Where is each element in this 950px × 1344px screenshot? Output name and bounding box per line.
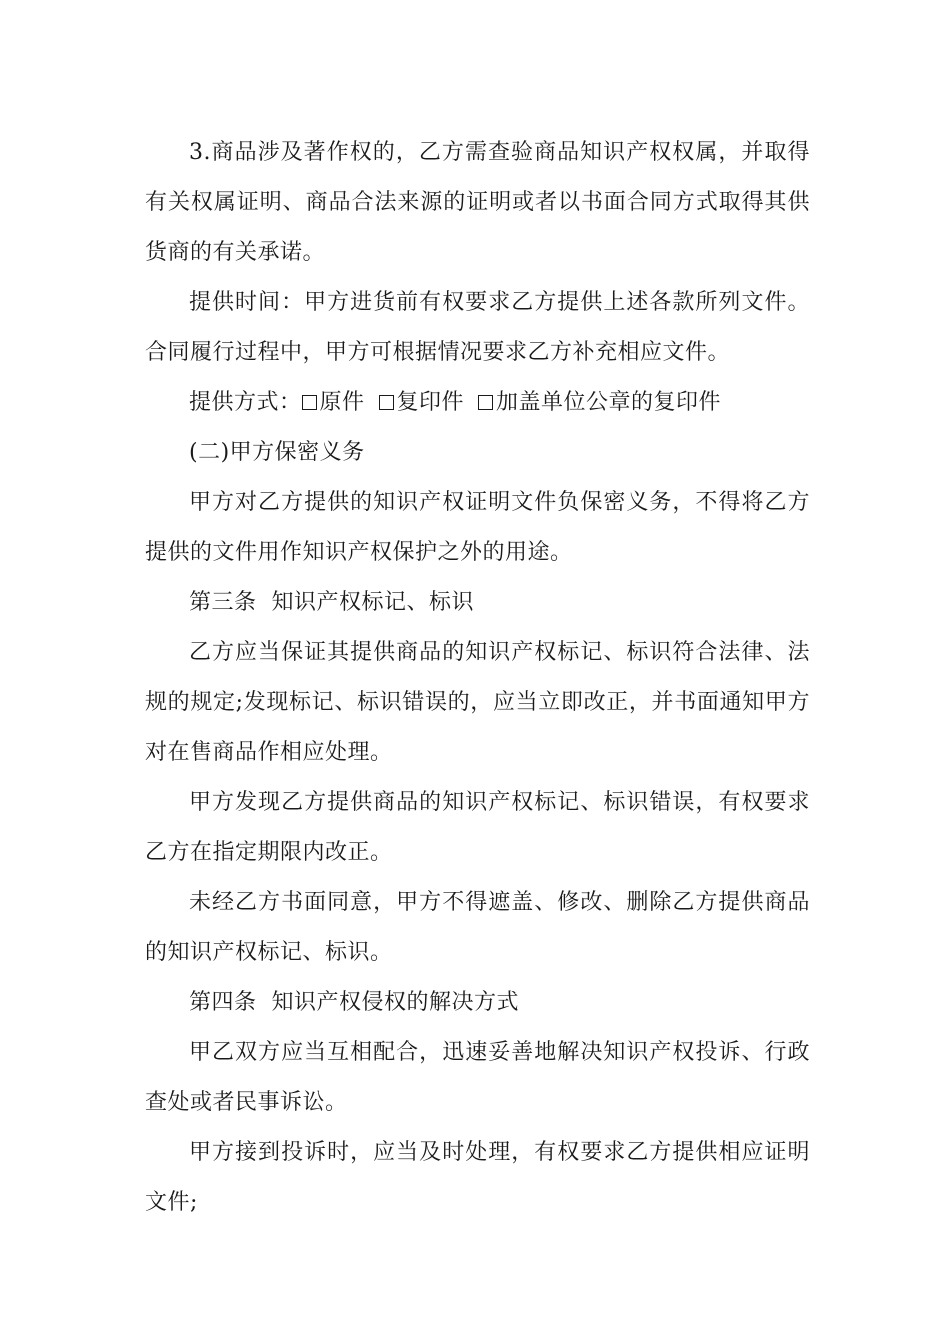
paragraph-copyright-verification: 3.商品涉及著作权的，乙方需查验商品知识产权权属，并取得有关权属证明、商品合法来源的证明或者以书面合同方式取得其供货商的有关承诺。 — [145, 140, 810, 265]
section-heading-confidentiality: (二)甲方保密义务 — [189, 440, 365, 465]
checkbox-stamped-copy[interactable] — [478, 395, 493, 410]
paragraph-cooperation: 甲乙双方应当互相配合，迅速妥善地解决知识产权投诉、行政查处或者民事诉讼。 — [145, 1040, 810, 1115]
provide-method-line — [145, 378, 810, 428]
paragraph-marking-obligation: 乙方应当保证其提供商品的知识产权标记、标识符合法律、法规的规定;发现标记、标识错误的，应当立即改正，并书面通知甲方对在售商品作相应处理。 — [145, 640, 810, 765]
article-heading-3: 第三条 知识产权标记、标识 — [189, 590, 474, 615]
option-original-label: 原件 — [319, 390, 365, 415]
provide-method-label: 提供方式： — [189, 390, 302, 415]
option-stamped-copy-label: 加盖单位公章的复印件 — [496, 390, 722, 415]
paragraph-marking-consent: 未经乙方书面同意，甲方不得遮盖、修改、删除乙方提供商品的知识产权标记、标识。 — [145, 890, 810, 965]
checkbox-original[interactable] — [302, 395, 317, 410]
checkbox-copy[interactable] — [379, 395, 394, 410]
option-stamped-copy[interactable] — [478, 390, 721, 415]
paragraph-complaint-handling: 甲方接到投诉时，应当及时处理，有权要求乙方提供相应证明文件; — [145, 1140, 810, 1215]
option-copy[interactable] — [379, 390, 465, 415]
document-body — [145, 128, 810, 1228]
paragraph-marking-correction: 甲方发现乙方提供商品的知识产权标记、标识错误，有权要求乙方在指定期限内改正。 — [145, 790, 810, 865]
paragraph-confidentiality: 甲方对乙方提供的知识产权证明文件负保密义务，不得将乙方提供的文件用作知识产权保护之外的用途。 — [145, 490, 810, 565]
option-copy-label: 复印件 — [396, 390, 465, 415]
option-original[interactable] — [302, 390, 365, 415]
paragraph-provide-time: 提供时间：甲方进货前有权要求乙方提供上述各款所列文件。合同履行过程中，甲方可根据情况要求乙方补充相应文件。 — [145, 290, 810, 365]
article-heading-4: 第四条 知识产权侵权的解决方式 — [189, 990, 519, 1015]
